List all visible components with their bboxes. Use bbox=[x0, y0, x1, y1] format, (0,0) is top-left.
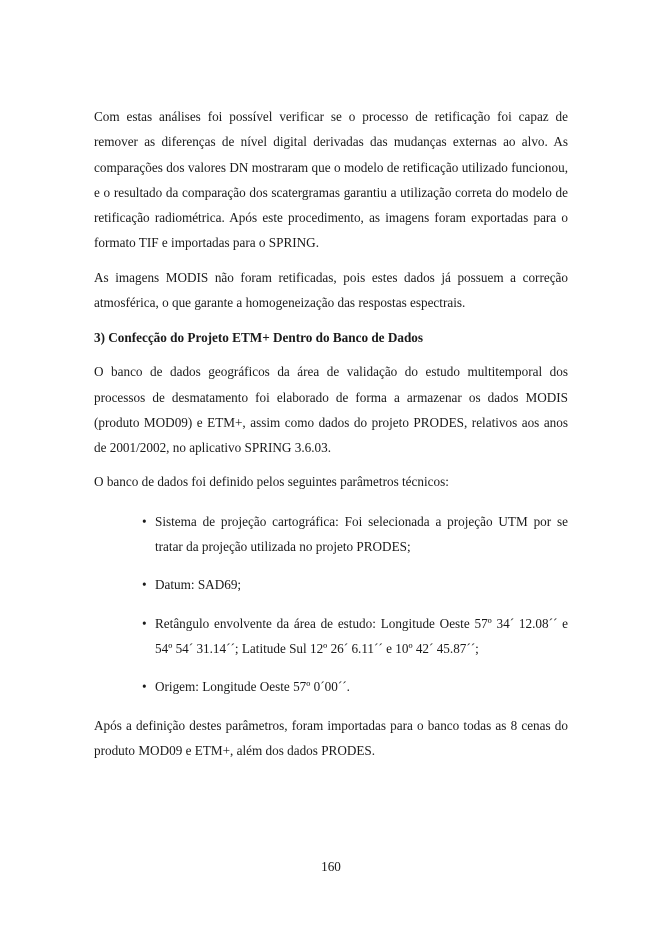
parameter-datum: Datum: SAD69; bbox=[155, 577, 242, 593]
paragraph-closing: Após a definição destes parâmetros, foram importadas para o banco todas as 8 cenas do produto MOD09 e ETM+, além dos dados PRODES. bbox=[94, 717, 568, 758]
page-body bbox=[94, 104, 568, 763]
bullet-icon: • bbox=[142, 615, 147, 631]
bullet-icon: • bbox=[142, 577, 147, 593]
list-item bbox=[142, 611, 568, 662]
paragraph-modis-images: As imagens MODIS não foram retificadas, pois estes dados já possuem a correção atmosférica, o que garante a homogeneização das respostas espectrais. bbox=[94, 269, 568, 311]
list-item bbox=[142, 572, 568, 597]
paragraph-parameters-intro: O banco de dados foi definido pelos seguintes parâmetros técnicos: bbox=[94, 473, 449, 489]
parameter-projection: Sistema de projeção cartográfica: Foi selecionada a projeção UTM por se tratar da projeção utilizada no projeto PRODES; bbox=[155, 513, 568, 555]
list-item bbox=[142, 674, 568, 699]
parameters-list bbox=[142, 509, 568, 700]
bullet-icon: • bbox=[142, 679, 147, 695]
paragraph-retification-analysis: Com estas análises foi possível verificar se o processo de retificação foi capaz de remover as diferenças de nível digital derivadas das mudanças externas ao alvo. As comparações dos valores DN mostraram que o modelo de retificação utilizado funcionou, e o resultado da comparação dos scatergramas garantiu a utilização correta do modelo de retificação radiométrica. Após este procedimento, as imagens foram exportadas para o formato TIF e importadas para o SPRING. bbox=[94, 109, 568, 251]
list-item bbox=[142, 509, 568, 560]
paragraph-database-description: O banco de dados geográficos da área de validação do estudo multitemporal dos processos de desmatamento foi elaborado de forma a armazenar os dados MODIS (produto MOD09) e ETM+, assim como dados do projeto PRODES, relativos aos anos de 2001/2002, no aplicativo SPRING 3.6.03. bbox=[94, 364, 568, 456]
parameter-origin: Origem: Longitude Oeste 57º 0´00´´. bbox=[155, 679, 350, 695]
page-number: 160 bbox=[321, 859, 341, 874]
parameter-bounding-rectangle: Retângulo envolvente da área de estudo: Longitude Oeste 57º 34´ 12.08´´ e 54º 54´ 31.14´´; Latitude Sul 12º 26´ 6.11´´ e 10º 42´ 45.87´´; bbox=[155, 615, 568, 657]
section-heading: 3) Confecção do Projeto ETM+ Dentro do Banco de Dados bbox=[94, 330, 423, 346]
bullet-icon: • bbox=[142, 513, 147, 529]
